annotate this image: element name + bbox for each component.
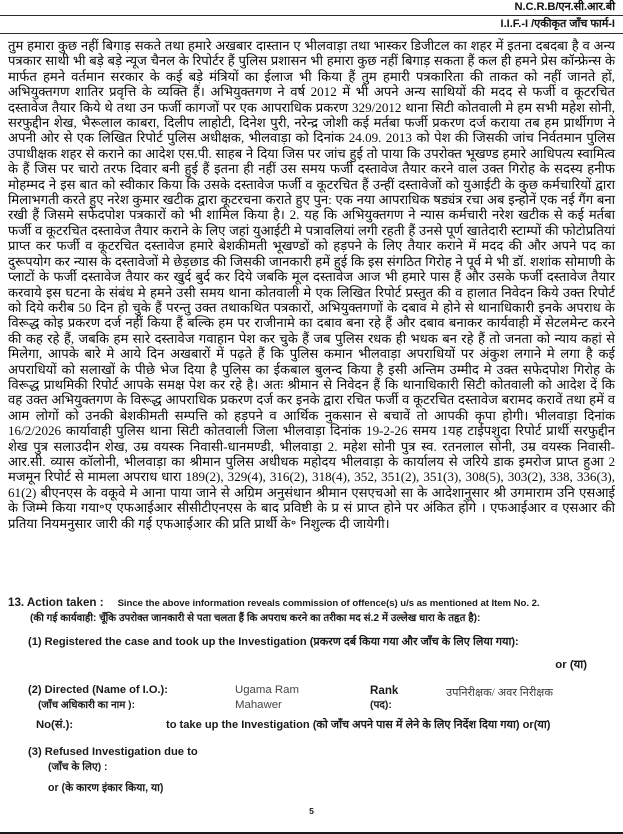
action-taken-item-text: Since the above information reveals commission of offence(s) u/s as mentioned at Item No. 2. [117, 598, 540, 609]
header-ncrb-label: N.C.R.B/एन.सी.आर.बी [514, 1, 615, 13]
directed-no-label: No(सं.): [36, 719, 74, 731]
directed-label-hi: (जाँच अधिकारी का नाम ): [38, 700, 135, 711]
complaint-paragraph: तुम हमारा कुछ नहीं बिगाड़ सकते तथा हमारे अखबार दास्तान ए भीलवाड़ा तथा भास्कर डिजीटल का शहर में इतना दबदबा है व अन्य पत्रकार साथी भी बड़े बड़े न्यूज चैनल के रिपोर्टर हैं पुलिस प्रशासन भी हमारा कुछ नहीं बिगाड़ सकता हैं कल ही हमने प्रेस कॉन्फ्रेन्स के मार्फत हमने वर्तमान सरकार के कई बड़े मंत्रियों का ईलाज भी किया हैं तुम हमारी पत्रकारिता की ताकत को नहीं जानते हों, अभियुक्तगण शातिर प्रवृत्ति के व्यक्ति हैं। अभियुक्तगण ने वर्ष 2012 में भी अपने अन्य साथियों की मदद से फर्जी व कूटरचित दस्तावेज तैयार किये थे तथा उन फर्जी कागजों पर एक आपराधिक प्रकरण 329/2012 थाना सिटी कोतवाली मे हम सभी महेश सोनी, सरफुद्दीन शेख, भैरूलाल काबरा, दिलीप लाहोटी, दिनेश पुरी, नरेन्द्र जोशी कई मर्तबा फर्जी प्रकरण दर्ज कराया तब हम प्रार्थीगण ने अपनी ओर से एक लिखित रिपोर्ट पुलिस अधीक्षक, भीलवाड़ा को दिनांक 24.09. 2013 को पेश की जिसकी जांच निर्वतमान पुलिस उपाधीक्षक शहर से कराने का आदेश एस.पी. साहब ने दिया जिस पर जांच हुई तो पाया कि उपरोक्त भूखण्ड हमारे आधिपत्य स्वामित्व के हैं जिस पर चारो तरफ दिवार बनी हुई हैं इतना ही नहीं उस समय फर्जी दस्तावेज तैयार करने वाल उक्त गिरोह के सदस्य हनीफ मोहम्मद ने इस बात को स्वीकार किया कि उसके दस्तावेज फर्जी व कूटरचित हैं उन्हीं दस्तावेजों को युआईटी के कुछ कर्मचारियों द्वारा मिलाभगती करते हुए नरेश कुमार खटीक द्वारा कूटरचना कराते हुए पुन: एक नया आपराधिक षड्यंत्र रचा अब इन्होनें एक नई गैंग बना रखी हैं जिसमे सफेदपोश पत्रकारों को भी शामिल किया है। 2. यह कि अभियुक्तगण ने न्यास कर्मचारी नरेश खटीक से कई मर्तबा फर्जी व कूटरचित दस्तावेज तैयार कराने के लिए जहां युआईटी मे पत्रावलियां लगी रहती हैं उनसे पूर्ण खातेदारी स्टाम्पों की फोटोप्रतियां प्राप्त कर फर्जी व कूटरचित दस्तावेज हमारे बेशकीमती भूखण्डों को हड़पने के लिए तैयार कराने में मदद की और अपने पद का दुरूपयोग कर न्यास के दस्तावेजों मे छेड़छाड की जिसकी जानकारी हमें हुई कि इस संगठित गिरोह ने पूर्व मे भी डॉ. शशांक सोमाणी के प्लाटों के फर्जी दस्तावेज तैयार कर खुर्द बुर्द कर दिये जबकि मूल दस्तावेज आज भी हमारे पास हैं और उसके फर्जी दस्तावेज तैयार करवाये इस घटना के संबंध मे हमने उसी समय थाना कोतवाली मे एक लिखित रिपोर्ट प्रस्तुत की व हालात निवेदन किये उक्त रिपोर्ट को दिये करीब 50 दिन हो चुके हैं परन्तु उक्त तथाकथित पत्रकारों, अभियुक्तगणों के दबाव मे होने से थानाधिकारी इनके अपराध के विरूद्ध कोइ प्रकरण दर्ज नहीं किया हैं बल्कि हम पर राजीनामे का दबाव बना रहे हैं और दबाव बनाकर कार्यवाही में सेटलमेन्ट करने की कह रहे हैं, जबकि हम सारे दस्तावेज गवाहान पेश कर चुके हैं जब पुलिस रधक ही भधक बन रहे हैं तो जनता को न्याय कहां से मिलेगा, आपके बारे मे आये दिन अखबारों में पढ़ते हैं कि पुलिस कमान भीलवाड़ा अपराधियों पर अंकुश लगाने मे लगा है कई अपराधियों को सलाखों के पीछे भेज दिया है पुलिस का ईकबाल बुलन्द किया है इसी अन्तिम उम्मीद मे उक्त सफेदपोश गिरोह के विरूद्ध प्राथमिकी रिपोर्ट आपके समक्ष पेश कर रहे है। अतः श्रीमान से निवेदन हैं कि थानाधिकारी सिटी कोतवाली को आदेश दें कि वह उक्त अभियुक्तगण के विरूद्ध आपराधिक प्रकरण दर्ज कर इनके द्वारा रचित फर्जी व कूटरचित दस्तावेज बरामद करावें तथा हमें व आम लोगों को उनकी बेशकीमती सम्पत्ति को हड़पने व आर्थिक नुकसान से बचावें तो आपकी कृपा होगी। भीलवाड़ा दिनांक 16/2/2026 कार्यावाही पुलिस थाना सिटी कोतवाली जिला भीलवाड़ा दिनांक 19-2-26 समय 1यह टाईपशुदा रिपोर्ट प्रार्थी सरफुद्दीन शेख पुत्र सलाउदीन शेख, उम्र वयस्क निवासी-धानमण्डी, भीलवाड़ा 2. महेश सोनी पुत्र स्व. रतनलाल सोनी, उम्र वयस्क निवासी-आर.सी. व्यास कॉलोनी, भीलवाड़ा का श्रीमान पुलिस अधीधक महोदय भीलवाड़ा के कार्यालय से जरिये डाक इमरोज प्राप्त हुआ 2 मजमून रिपोर्ट से मामला अपराध धारा 189(2), 329(4), 316(2), 318(4), 352, 351(2), 351(3), 308(5), 303(2), 338, 336(3), 61(2) बीएनएस के वकूवे मे आना पाया जाने से अग्रिम अनुसंधान श्रीमान एसएचओ सा के आदेशानुसार श्री उगमाराम उनि एसआई के जिम्मे किया गया॰ए एफआईआर सीसीटीएनएस के बाद प्रविष्टी के प्र सं प्राप्त होने पर अंकित होंगे । एफआईआर व एसआर की प्रतिया नियमनुसार जारी की गई एफआईआर की प्रति प्रार्थी के॰ निशुल्क दी जायेगी। [8, 38, 615, 531]
rank-value[interactable]: उपनिरीक्षक/ अवर निरीक्षक [446, 687, 553, 699]
complaint-narrative [8, 38, 615, 531]
action-option-refused[interactable] [8, 733, 615, 796]
action-option-directed-row [8, 673, 615, 715]
action-taken-item-number: 13. Action taken : [8, 596, 104, 609]
directed-label [28, 683, 168, 713]
page-header [0, 0, 623, 34]
refused-or-label: or (के कारण इंकार किया, या) [48, 782, 164, 794]
rank-label-en: Rank [370, 684, 399, 697]
header-iif-label: I.I.F.-I /एकीकृत जाँच फार्म-I [500, 18, 615, 30]
directed-no-row [8, 715, 615, 733]
rank-label-hi: (पद): [370, 700, 392, 711]
rank-label [370, 683, 398, 713]
action-taken-heading-row [8, 596, 615, 611]
header-divider-bottom [0, 33, 623, 34]
directed-label-en: (2) Directed (Name of I.O.): [28, 684, 168, 696]
refused-label-hi: (जाँच के लिए) : [48, 762, 108, 773]
action-taken-section [8, 596, 615, 796]
action-or-separator: or (या) [555, 659, 587, 671]
action-taken-item-text-hindi: (की गई कार्यवाही: चूँकि उपरोक्त जानकारी से पता चलता हैं कि अपराध करने का तरीका मद सं.2 में उल्लेख धारा के तहृत है): [30, 613, 481, 624]
page-number: 5 [309, 806, 314, 816]
refused-label-en: (3) Refused Investigation due to [28, 746, 198, 758]
directed-no-text: to take up the Investigation (को जाँच अपने पास में लेने के लिए निर्देश दिया गया) or(या) [166, 719, 551, 731]
io-name-value[interactable]: Ugama Ram Mahawer [235, 684, 299, 711]
action-option-registered[interactable]: (1) Registered the case and took up the Investigation (प्रकरण दर्ब किया गया और जाँच के लिए लिया गया): [28, 636, 519, 648]
